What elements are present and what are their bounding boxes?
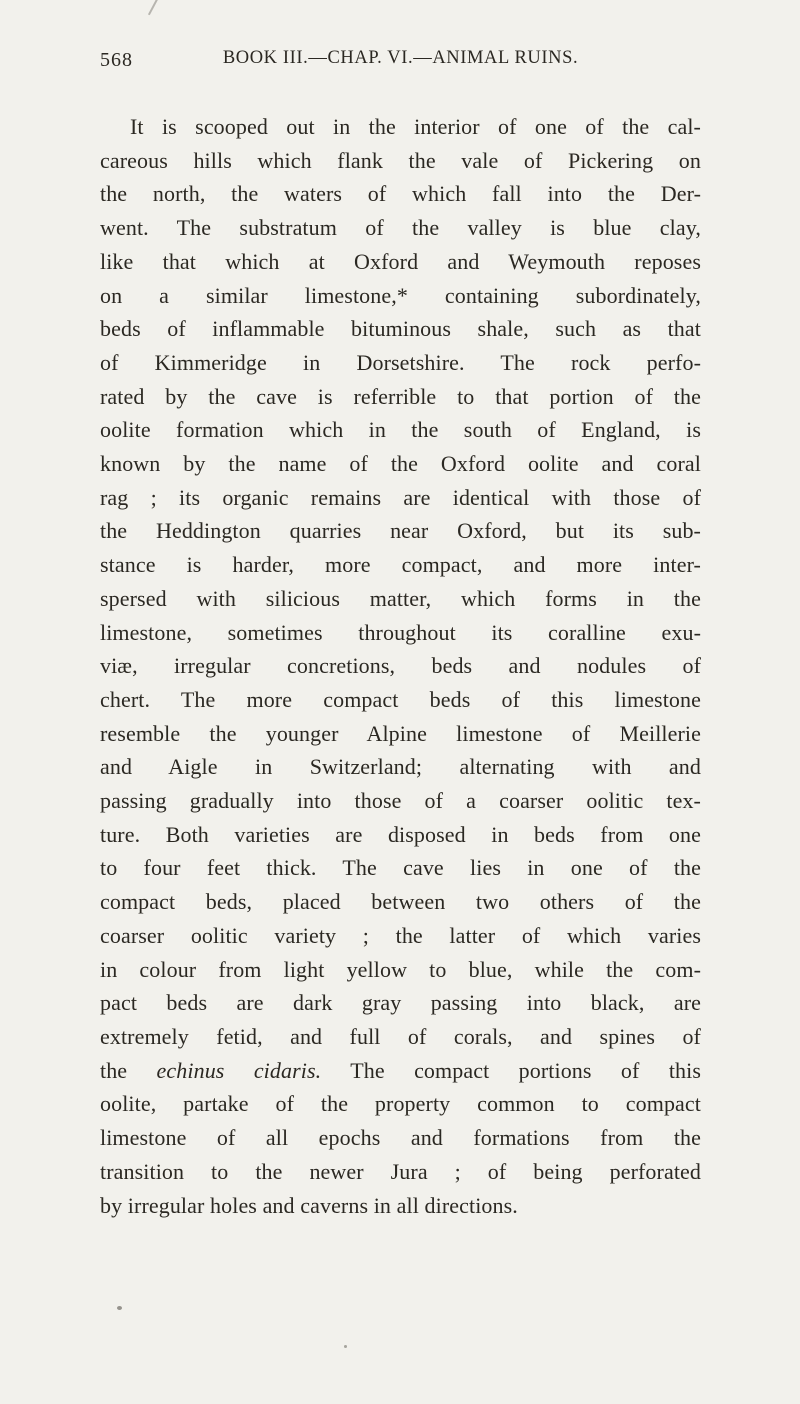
text-line: went. The substratum of the valley is blue clay, bbox=[100, 215, 701, 241]
text-line: to four feet thick. The cave lies in one of the bbox=[100, 855, 701, 881]
text-line: passing gradually into those of a coarser oolitic tex- bbox=[100, 788, 701, 814]
text-line: oolite, partake of the property common to compact bbox=[100, 1091, 701, 1117]
text-line: of Kimmeridge in Dorsetshire. The rock perfo- bbox=[100, 349, 701, 375]
text-line: limestone of all epochs and formations from the bbox=[100, 1125, 701, 1151]
text-line: like that which at Oxford and Weymouth reposes bbox=[100, 248, 701, 274]
page-header bbox=[100, 48, 701, 74]
text-line: compact beds, placed between two others of the bbox=[100, 889, 701, 915]
text-line: limestone, sometimes throughout its coralline exu- bbox=[100, 619, 701, 645]
page-number: 568 bbox=[100, 49, 133, 71]
scan-speck bbox=[148, 0, 158, 15]
body-text bbox=[100, 110, 701, 1222]
text-line: rag ; its organic remains are identical with those of bbox=[100, 484, 701, 510]
text-line: viæ, irregular concretions, beds and nodules of bbox=[100, 653, 701, 679]
text-line: oolite formation which in the south of England, is bbox=[100, 417, 701, 443]
text-line: coarser oolitic variety ; the latter of which varies bbox=[100, 922, 701, 948]
running-title: BOOK III.—CHAP. VI.—ANIMAL RUINS. bbox=[222, 48, 579, 68]
text-line: It is scooped out in the interior of one of the cal- bbox=[130, 114, 701, 139]
text-line: spersed with silicious matter, which forms in the bbox=[100, 585, 701, 611]
text-line: beds of inflammable bituminous shale, such as that bbox=[100, 316, 701, 342]
text-line: and Aigle in Switzerland; alternating with and bbox=[100, 754, 701, 780]
text-line: in colour from light yellow to blue, while the com- bbox=[100, 956, 701, 982]
scan-speck bbox=[117, 1306, 122, 1310]
text-line: on a similar limestone,* containing subordinately, bbox=[100, 282, 701, 308]
text-line: extremely fetid, and full of corals, and spines of bbox=[100, 1023, 701, 1049]
text-line: resemble the younger Alpine limestone of Meillerie bbox=[100, 720, 701, 746]
text-line: the echinus cidaris. The compact portions of this bbox=[100, 1057, 701, 1083]
scan-speck bbox=[344, 1345, 347, 1348]
text-line: stance is harder, more compact, and more inter- bbox=[100, 552, 701, 578]
text-line: transition to the newer Jura ; of being perforated bbox=[100, 1158, 701, 1184]
text-line: by irregular holes and caverns in all directions. bbox=[100, 1192, 518, 1218]
text-line: ture. Both varieties are disposed in beds from one bbox=[100, 821, 701, 847]
text-line: chert. The more compact beds of this limestone bbox=[100, 686, 701, 712]
text-line: the north, the waters of which fall into the Der- bbox=[100, 181, 701, 207]
text-line: rated by the cave is referrible to that portion of the bbox=[100, 383, 701, 409]
text-line: careous hills which flank the vale of Pickering on bbox=[100, 147, 701, 173]
text-line: the Heddington quarries near Oxford, but its sub- bbox=[100, 518, 701, 544]
text-line: known by the name of the Oxford oolite and coral bbox=[100, 451, 701, 477]
text-line: pact beds are dark gray passing into black, are bbox=[100, 990, 701, 1016]
